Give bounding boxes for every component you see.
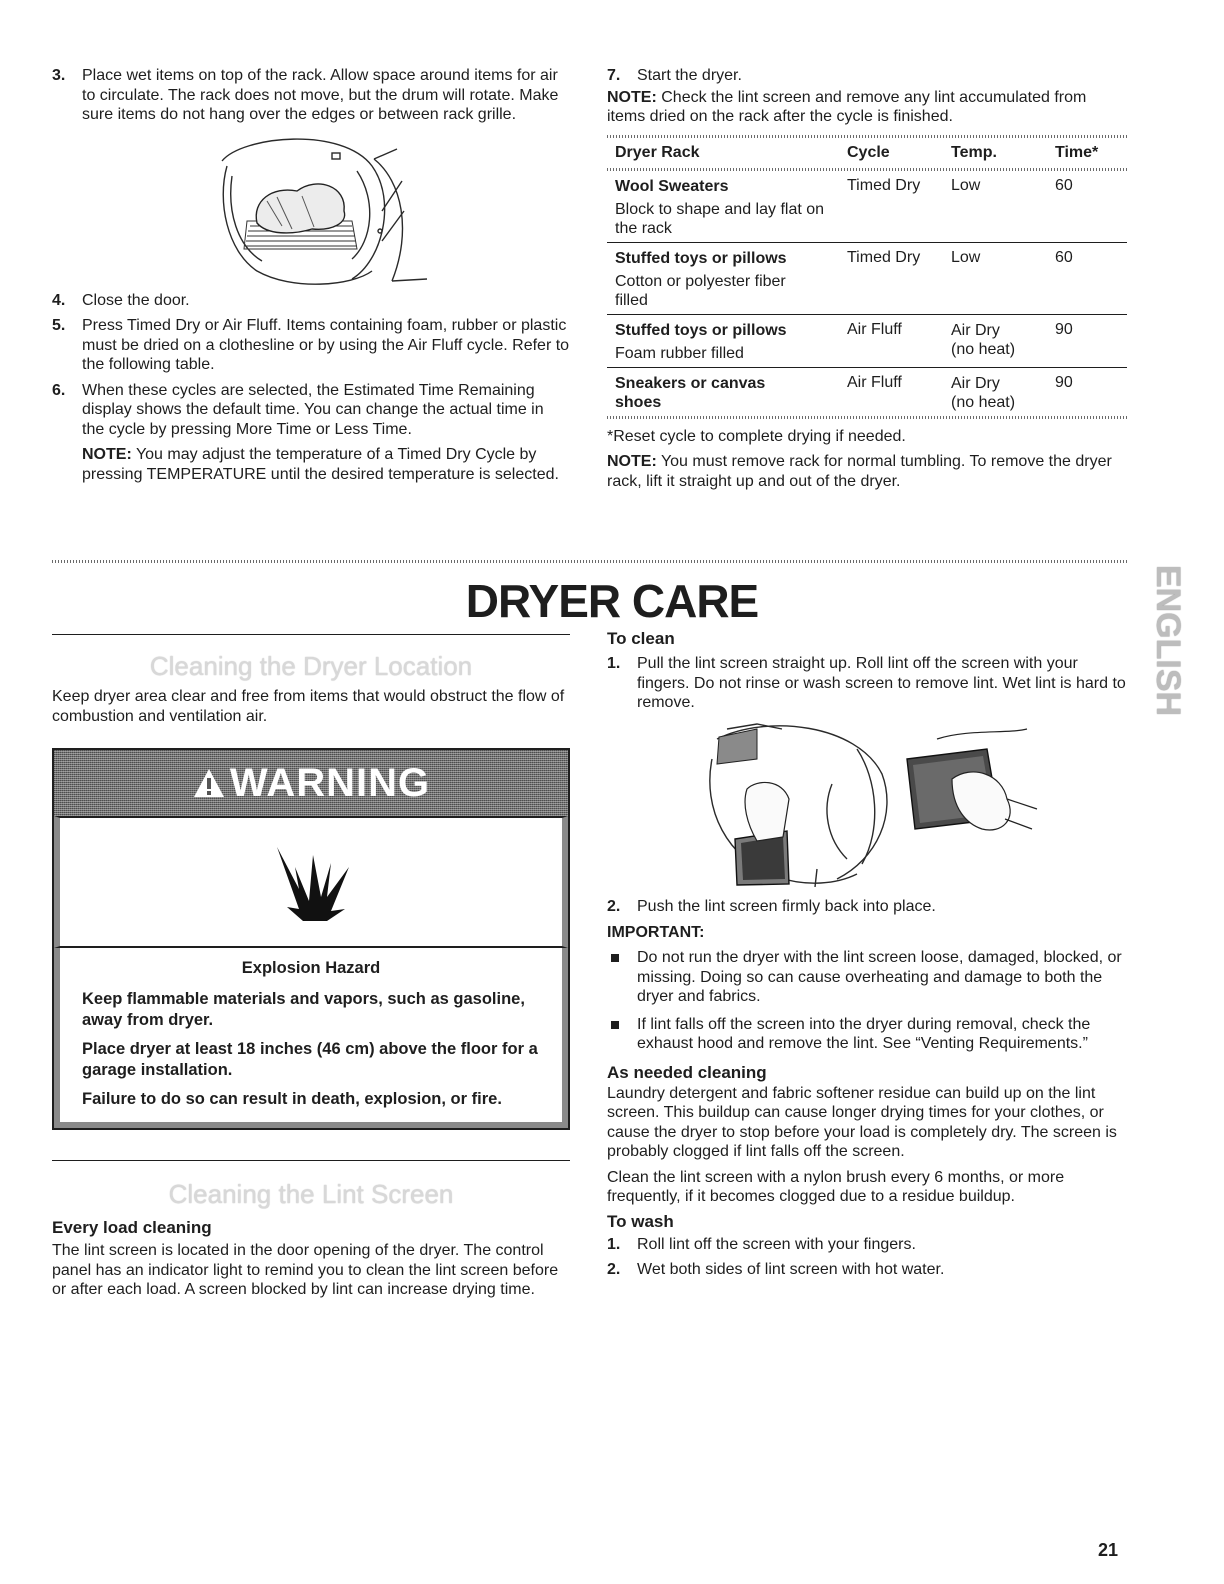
left-top-column bbox=[52, 66, 570, 484]
important-label: IMPORTANT: bbox=[607, 924, 705, 941]
table-row bbox=[607, 243, 1127, 315]
step-text: Roll lint off the screen with your fingers. bbox=[637, 1235, 916, 1253]
step-number: 1. bbox=[607, 655, 621, 672]
step-3 bbox=[52, 66, 570, 125]
warning-banner bbox=[54, 750, 568, 816]
step-number: 2. bbox=[607, 897, 621, 915]
step-text: Place wet items on top of the rack. Allow space around items for air to circulate. The rack does not move, but the drum will rotate. Make sure items do not hang over the edges or between rack grille. bbox=[82, 67, 559, 123]
warning-line: Failure to do so can result in death, explosion, or fire. bbox=[82, 1090, 502, 1108]
step-number: 5. bbox=[52, 317, 66, 334]
step-text: Pull the lint screen straight up. Roll lint off the screen with your fingers. Do not rinse or wash screen to remove lint. Wet lint is hard to remove. bbox=[637, 655, 1126, 711]
note-text: Check the lint screen and remove any lint accumulated from items dried on the rack after the cycle is finished. bbox=[607, 88, 1087, 125]
row-time: 90 bbox=[1055, 373, 1073, 391]
warning-line: Keep flammable materials and vapors, such as gasoline, away from dryer. bbox=[82, 990, 525, 1029]
page-number: 21 bbox=[1098, 1540, 1119, 1560]
clean-step-1 bbox=[607, 654, 1127, 713]
row-temp-note: (no heat) bbox=[951, 340, 1016, 358]
step-number: 4. bbox=[52, 291, 66, 309]
row-item: Stuffed toys or pillows bbox=[615, 321, 787, 339]
important-bullet bbox=[607, 1015, 1127, 1054]
important-bullet bbox=[607, 948, 1127, 1007]
footnote: *Reset cycle to complete drying if needed. bbox=[607, 427, 906, 445]
header-cycle: Cycle bbox=[847, 143, 890, 161]
row-temp: Air Dry bbox=[951, 374, 1000, 392]
warning-line: Place dryer at least 18 inches (46 cm) above the floor for a garage installation. bbox=[82, 1040, 538, 1079]
as-needed-text-2: Clean the lint screen with a nylon brush every 6 months, or more frequently, if it becomes clogged due to a residue buildup. bbox=[607, 1168, 1065, 1205]
note-rack bbox=[607, 452, 1127, 491]
table-row bbox=[607, 171, 1127, 243]
wash-step-1 bbox=[607, 1235, 1127, 1255]
left-bottom-column bbox=[52, 634, 570, 1300]
hazard-title: Explosion Hazard bbox=[241, 959, 381, 977]
warning-body bbox=[54, 948, 568, 1128]
row-desc: Cotton or polyester fiber filled bbox=[615, 272, 786, 309]
row-time: 60 bbox=[1055, 176, 1073, 194]
bullet-marker bbox=[607, 948, 637, 1007]
row-temp-note: (no heat) bbox=[951, 393, 1016, 411]
step-number: 3. bbox=[52, 67, 66, 84]
subheading-every-load: Every load cleaning bbox=[52, 1218, 212, 1237]
location-text: Keep dryer area clear and free from items that would obstruct the flow of combustion and ventilation air. bbox=[52, 688, 565, 725]
note-lint bbox=[607, 88, 1127, 127]
step-5 bbox=[52, 316, 570, 375]
step-6 bbox=[52, 381, 570, 440]
warning-label: WARNING bbox=[229, 760, 431, 805]
warning-symbol-area bbox=[54, 816, 568, 948]
note-label: NOTE: bbox=[607, 88, 657, 106]
language-tab bbox=[1149, 564, 1188, 717]
table-row bbox=[607, 315, 1127, 368]
row-desc: Foam rubber filled bbox=[615, 344, 744, 362]
row-cycle: Air Fluff bbox=[847, 320, 902, 338]
header-time: Time* bbox=[1055, 143, 1099, 161]
note-text: You must remove rack for normal tumbling. To remove the dryer rack, lift it straight up and out of the dryer. bbox=[607, 453, 1112, 490]
section-heading-location: Cleaning the Dryer Location bbox=[149, 651, 473, 681]
row-item: Sneakers or canvas bbox=[615, 374, 766, 392]
row-item: Wool Sweaters bbox=[615, 177, 729, 195]
row-cycle: Timed Dry bbox=[847, 248, 921, 266]
step-text: Press Timed Dry or Air Fluff. Items containing foam, rubber or plastic must be dried on a clothesline or by using the Air Fluff cycle. Refer to the following table. bbox=[82, 317, 570, 373]
bullet-text: If lint falls off the screen into the dryer during removal, check the exhaust hood and remove the lint. See “Venting Requirements.” bbox=[637, 1015, 1091, 1052]
row-item: Stuffed toys or pillows bbox=[615, 249, 787, 267]
step-text: Wet both sides of lint screen with hot water. bbox=[637, 1261, 945, 1278]
page-separator bbox=[52, 560, 1127, 563]
row-temp: Air Dry bbox=[951, 321, 1000, 339]
table-bottom-rule bbox=[607, 416, 1127, 419]
dryer-rack-table bbox=[607, 135, 1127, 419]
step-number: 7. bbox=[607, 67, 621, 84]
warning-triangle-icon bbox=[192, 767, 226, 799]
table-row bbox=[607, 368, 1127, 416]
note-text: You may adjust the temperature of a Timed Dry Cycle by pressing TEMPERATURE until the desired temperature is selected. bbox=[82, 446, 559, 483]
row-desc: Block to shape and lay flat on the rack bbox=[615, 200, 825, 237]
bullet-text: Do not run the dryer with the lint screen loose, damaged, blocked, or missing. Doing so can cause overheating and damage to both the dryer and fabrics. bbox=[637, 949, 1122, 1005]
row-cycle: Timed Dry bbox=[847, 176, 921, 194]
step-number: 1. bbox=[607, 1235, 621, 1253]
dryer-rack-illustration bbox=[52, 131, 570, 291]
bullet-marker bbox=[607, 1015, 637, 1054]
as-needed-text: Laundry detergent and fabric softener residue can build up on the lint screen. This buildup can cause longer drying times for your clothes, or cause the dryer to stop before your load is completely dry. The screen is probably clogged if lint falls off the screen. bbox=[607, 1084, 1117, 1160]
clean-step-2 bbox=[607, 897, 1127, 917]
row-temp: Low bbox=[951, 248, 981, 266]
header-dryer-rack: Dryer Rack bbox=[615, 143, 700, 161]
step-text: Close the door. bbox=[82, 291, 190, 309]
note-label: NOTE: bbox=[607, 453, 657, 470]
step-text: When these cycles are selected, the Estimated Time Remaining display shows the default time. You can change the actual time in the cycle by pressing More Time or Less Time. bbox=[82, 381, 544, 438]
subheading-as-needed: As needed cleaning bbox=[607, 1062, 767, 1082]
wash-step-2 bbox=[607, 1260, 1127, 1280]
language-tab-label: ENGLISH bbox=[1149, 564, 1188, 717]
row-cycle: Air Fluff bbox=[847, 373, 902, 391]
note-temperature bbox=[82, 445, 570, 484]
every-load-text: The lint screen is located in the door opening of the dryer. The control panel has an indicator light to remind you to clean the lint screen before or after each load. A screen blocked by lint can increase drying time. bbox=[52, 1242, 559, 1298]
step-text: Push the lint screen firmly back into place. bbox=[637, 897, 936, 915]
row-item-cont: shoes bbox=[615, 393, 662, 411]
explosion-icon bbox=[269, 837, 353, 927]
note-label: NOTE: bbox=[82, 446, 132, 463]
lint-screen-illustration bbox=[607, 719, 1127, 887]
section-heading-lint-screen: Cleaning the Lint Screen bbox=[168, 1179, 454, 1209]
row-time: 60 bbox=[1055, 248, 1073, 266]
subheading-to-wash: To wash bbox=[607, 1211, 674, 1231]
table-header bbox=[607, 138, 1127, 168]
subheading-to-clean: To clean bbox=[607, 629, 675, 648]
section-rule bbox=[52, 1160, 570, 1161]
right-top-column bbox=[607, 66, 1127, 491]
page-title: DRYER CARE bbox=[465, 575, 759, 627]
right-bottom-column bbox=[607, 628, 1127, 1286]
step-number: 2. bbox=[607, 1261, 621, 1278]
step-4 bbox=[52, 291, 570, 311]
row-temp: Low bbox=[951, 176, 981, 194]
row-time: 90 bbox=[1055, 320, 1073, 338]
section-rule bbox=[52, 634, 570, 635]
warning-box bbox=[52, 748, 570, 1130]
step-7 bbox=[607, 66, 1127, 86]
step-number: 6. bbox=[52, 381, 66, 399]
header-temp: Temp. bbox=[951, 143, 997, 161]
step-text: Start the dryer. bbox=[637, 67, 742, 84]
